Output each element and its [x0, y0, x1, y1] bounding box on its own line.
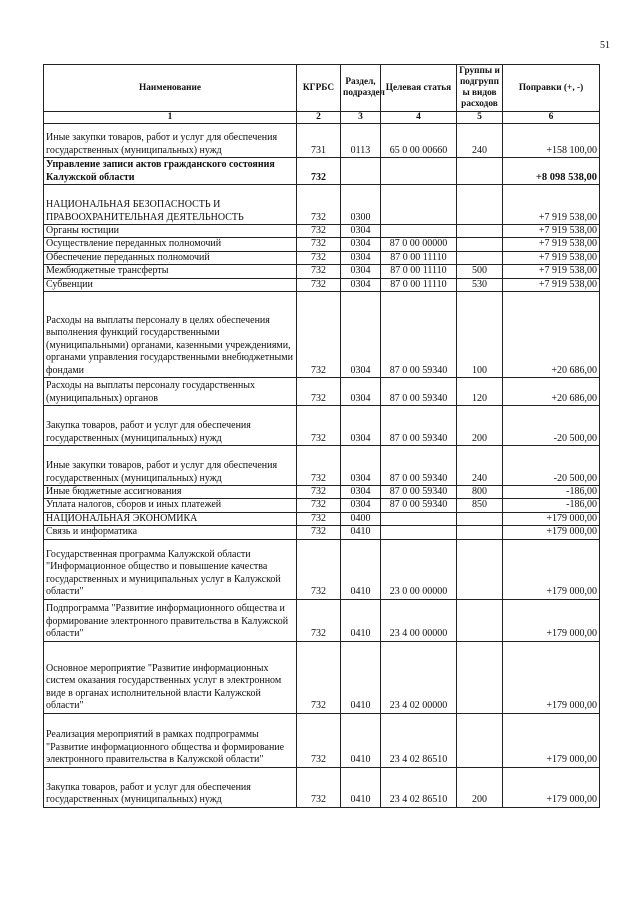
- row-group-cell: [457, 251, 503, 264]
- table-row: [44, 767, 600, 807]
- row-name-cell: Уплата налогов, сборов и иных платежей: [44, 499, 297, 512]
- row-amount-cell: +179 000,00: [503, 767, 600, 807]
- row-amount-cell: +7 919 538,00: [503, 251, 600, 264]
- row-amount-cell: +7 919 538,00: [503, 238, 600, 251]
- row-amount-cell: -20 500,00: [503, 446, 600, 486]
- row-section-cell: 0410: [341, 767, 381, 807]
- row-name-cell: Закупка товаров, работ и услуг для обеспечения государственных (муниципальных) нужд: [44, 406, 297, 446]
- row-section-cell: 0304: [341, 446, 381, 486]
- row-amount-cell: -186,00: [503, 486, 600, 499]
- row-section-cell: 0304: [341, 251, 381, 264]
- row-amount-cell: +179 000,00: [503, 539, 600, 599]
- row-amount-cell: +179 000,00: [503, 512, 600, 525]
- row-group-cell: 100: [457, 292, 503, 378]
- row-section-cell: 0304: [341, 378, 381, 406]
- row-group-cell: [457, 238, 503, 251]
- row-kgrbs-cell: 732: [297, 641, 341, 713]
- row-amount-cell: +7 919 538,00: [503, 278, 600, 291]
- row-section-cell: 0304: [341, 486, 381, 499]
- row-group-cell: [457, 225, 503, 238]
- row-target-cell: [381, 185, 457, 225]
- table-row: [44, 599, 600, 641]
- row-target-cell: 87 0 00 11110: [381, 265, 457, 278]
- row-kgrbs-cell: 732: [297, 526, 341, 539]
- table-row: [44, 158, 600, 185]
- row-group-cell: [457, 713, 503, 767]
- col-number: 6: [503, 112, 600, 124]
- row-amount-cell: +158 100,00: [503, 124, 600, 158]
- row-kgrbs-cell: 732: [297, 486, 341, 499]
- col-header-section: Раздел, подраздел: [341, 65, 381, 112]
- row-amount-cell: +179 000,00: [503, 526, 600, 539]
- row-name-cell: НАЦИОНАЛЬНАЯ ЭКОНОМИКА: [44, 512, 297, 525]
- col-number: 5: [457, 112, 503, 124]
- row-group-cell: [457, 185, 503, 225]
- row-kgrbs-cell: 732: [297, 225, 341, 238]
- table-row: [44, 526, 600, 539]
- row-amount-cell: +20 686,00: [503, 292, 600, 378]
- row-target-cell: [381, 158, 457, 185]
- col-header-kgrbs: КГРБС: [297, 65, 341, 112]
- row-kgrbs-cell: 732: [297, 446, 341, 486]
- col-header-amount: Поправки (+, -): [503, 65, 600, 112]
- col-header-target: Целевая статья: [381, 65, 457, 112]
- row-kgrbs-cell: 732: [297, 265, 341, 278]
- row-target-cell: 23 4 00 00000: [381, 599, 457, 641]
- row-section-cell: 0304: [341, 278, 381, 291]
- row-section-cell: 0304: [341, 265, 381, 278]
- row-target-cell: 23 4 02 00000: [381, 641, 457, 713]
- row-name-cell: Иные закупки товаров, работ и услуг для обеспечения государственных (муниципальных) нужд: [44, 124, 297, 158]
- row-amount-cell: -186,00: [503, 499, 600, 512]
- row-section-cell: 0304: [341, 225, 381, 238]
- row-name-cell: Органы юстиции: [44, 225, 297, 238]
- row-kgrbs-cell: 732: [297, 599, 341, 641]
- row-kgrbs-cell: 732: [297, 378, 341, 406]
- table-row: [44, 641, 600, 713]
- row-group-cell: [457, 512, 503, 525]
- row-group-cell: [457, 599, 503, 641]
- row-target-cell: 65 0 00 00660: [381, 124, 457, 158]
- row-kgrbs-cell: 732: [297, 406, 341, 446]
- row-group-cell: 240: [457, 446, 503, 486]
- row-name-cell: Обеспечение переданных полномочий: [44, 251, 297, 264]
- row-group-cell: [457, 526, 503, 539]
- table-row: [44, 713, 600, 767]
- row-name-cell: Управление записи актов гражданского состояния Калужской области: [44, 158, 297, 185]
- col-header-group: Группы и подгрупп ы видов расходов: [457, 65, 503, 112]
- row-target-cell: 87 0 00 59340: [381, 486, 457, 499]
- table-row: [44, 446, 600, 486]
- row-amount-cell: +179 000,00: [503, 641, 600, 713]
- table-row: [44, 539, 600, 599]
- table-row: [44, 499, 600, 512]
- row-group-cell: [457, 641, 503, 713]
- row-section-cell: 0113: [341, 124, 381, 158]
- column-number-row: [44, 112, 600, 124]
- row-kgrbs-cell: 732: [297, 499, 341, 512]
- row-kgrbs-cell: 732: [297, 278, 341, 291]
- table-row: [44, 292, 600, 378]
- row-kgrbs-cell: 732: [297, 767, 341, 807]
- row-target-cell: 23 0 00 00000: [381, 539, 457, 599]
- col-number: 4: [381, 112, 457, 124]
- row-name-cell: Расходы на выплаты персоналу в целях обеспечения выполнения функций государственными (муниципальными) органами, казенными учреждениями, органами управления государственными внебюджетными фондами: [44, 292, 297, 378]
- col-number: 2: [297, 112, 341, 124]
- row-amount-cell: +179 000,00: [503, 599, 600, 641]
- table-row: [44, 486, 600, 499]
- row-group-cell: 120: [457, 378, 503, 406]
- row-section-cell: 0304: [341, 238, 381, 251]
- table-row: [44, 406, 600, 446]
- row-target-cell: 23 4 02 86510: [381, 713, 457, 767]
- row-group-cell: 200: [457, 767, 503, 807]
- row-name-cell: Расходы на выплаты персоналу государственных (муниципальных) органов: [44, 378, 297, 406]
- row-target-cell: 87 0 00 11110: [381, 251, 457, 264]
- row-group-cell: 240: [457, 124, 503, 158]
- row-name-cell: Связь и информатика: [44, 526, 297, 539]
- row-group-cell: 850: [457, 499, 503, 512]
- row-section-cell: [341, 158, 381, 185]
- table-body: [44, 124, 600, 808]
- row-target-cell: [381, 225, 457, 238]
- row-amount-cell: -20 500,00: [503, 406, 600, 446]
- table-row: [44, 225, 600, 238]
- table-row: [44, 238, 600, 251]
- row-target-cell: 87 0 00 59340: [381, 499, 457, 512]
- row-target-cell: [381, 512, 457, 525]
- row-name-cell: Закупка товаров, работ и услуг для обеспечения государственных (муниципальных) нужд: [44, 767, 297, 807]
- row-name-cell: Реализация мероприятий в рамках подпрограммы "Развитие информационного общества и формирование электронного правительства в Калужской области": [44, 713, 297, 767]
- row-name-cell: Иные бюджетные ассигнования: [44, 486, 297, 499]
- row-amount-cell: +7 919 538,00: [503, 225, 600, 238]
- row-amount-cell: +8 098 538,00: [503, 158, 600, 185]
- row-kgrbs-cell: 732: [297, 185, 341, 225]
- row-group-cell: [457, 158, 503, 185]
- col-number: 1: [44, 112, 297, 124]
- row-target-cell: [381, 526, 457, 539]
- row-kgrbs-cell: 732: [297, 512, 341, 525]
- row-name-cell: Осуществление переданных полномочий: [44, 238, 297, 251]
- row-section-cell: 0410: [341, 713, 381, 767]
- row-target-cell: 23 4 02 86510: [381, 767, 457, 807]
- row-section-cell: 0410: [341, 539, 381, 599]
- page-number: 51: [600, 40, 610, 51]
- row-target-cell: 87 0 00 11110: [381, 278, 457, 291]
- row-group-cell: 200: [457, 406, 503, 446]
- table-row: [44, 124, 600, 158]
- row-target-cell: 87 0 00 59340: [381, 292, 457, 378]
- table-row: [44, 512, 600, 525]
- row-section-cell: 0410: [341, 641, 381, 713]
- row-section-cell: 0304: [341, 499, 381, 512]
- table-row: [44, 278, 600, 291]
- budget-amendments-table: [43, 64, 600, 808]
- row-kgrbs-cell: 732: [297, 713, 341, 767]
- row-name-cell: НАЦИОНАЛЬНАЯ БЕЗОПАСНОСТЬ И ПРАВООХРАНИТЕЛЬНАЯ ДЕЯТЕЛЬНОСТЬ: [44, 185, 297, 225]
- row-target-cell: 87 0 00 00000: [381, 238, 457, 251]
- row-group-cell: 800: [457, 486, 503, 499]
- table-row: [44, 378, 600, 406]
- table-row: [44, 185, 600, 225]
- row-section-cell: 0400: [341, 512, 381, 525]
- row-name-cell: Основное мероприятие "Развитие информационных систем оказания государственных услуг в электронном виде в органах исполнительной власти Калужской области": [44, 641, 297, 713]
- row-section-cell: 0304: [341, 406, 381, 446]
- row-amount-cell: +7 919 538,00: [503, 265, 600, 278]
- row-section-cell: 0300: [341, 185, 381, 225]
- row-amount-cell: +179 000,00: [503, 713, 600, 767]
- row-name-cell: Иные закупки товаров, работ и услуг для обеспечения государственных (муниципальных) нужд: [44, 446, 297, 486]
- table-row: [44, 251, 600, 264]
- col-number: 3: [341, 112, 381, 124]
- row-section-cell: 0410: [341, 526, 381, 539]
- row-kgrbs-cell: 732: [297, 292, 341, 378]
- row-kgrbs-cell: 732: [297, 158, 341, 185]
- row-kgrbs-cell: 732: [297, 238, 341, 251]
- row-kgrbs-cell: 731: [297, 124, 341, 158]
- row-kgrbs-cell: 732: [297, 251, 341, 264]
- row-amount-cell: +7 919 538,00: [503, 185, 600, 225]
- row-target-cell: 87 0 00 59340: [381, 378, 457, 406]
- header-row: [44, 65, 600, 112]
- row-section-cell: 0304: [341, 292, 381, 378]
- row-name-cell: Субвенции: [44, 278, 297, 291]
- row-name-cell: Подпрограмма "Развитие информационного общества и формирование электронного правительства в Калужской области": [44, 599, 297, 641]
- row-target-cell: 87 0 00 59340: [381, 406, 457, 446]
- row-amount-cell: +20 686,00: [503, 378, 600, 406]
- row-group-cell: 500: [457, 265, 503, 278]
- row-name-cell: Государственная программа Калужской области "Информационное общество и повышение качества государственных и муниципальных услуг в Калужской области": [44, 539, 297, 599]
- col-header-name: Наименование: [44, 65, 297, 112]
- table-row: [44, 265, 600, 278]
- row-target-cell: 87 0 00 59340: [381, 446, 457, 486]
- row-name-cell: Межбюджетные трансферты: [44, 265, 297, 278]
- row-group-cell: 530: [457, 278, 503, 291]
- row-group-cell: [457, 539, 503, 599]
- row-kgrbs-cell: 732: [297, 539, 341, 599]
- row-section-cell: 0410: [341, 599, 381, 641]
